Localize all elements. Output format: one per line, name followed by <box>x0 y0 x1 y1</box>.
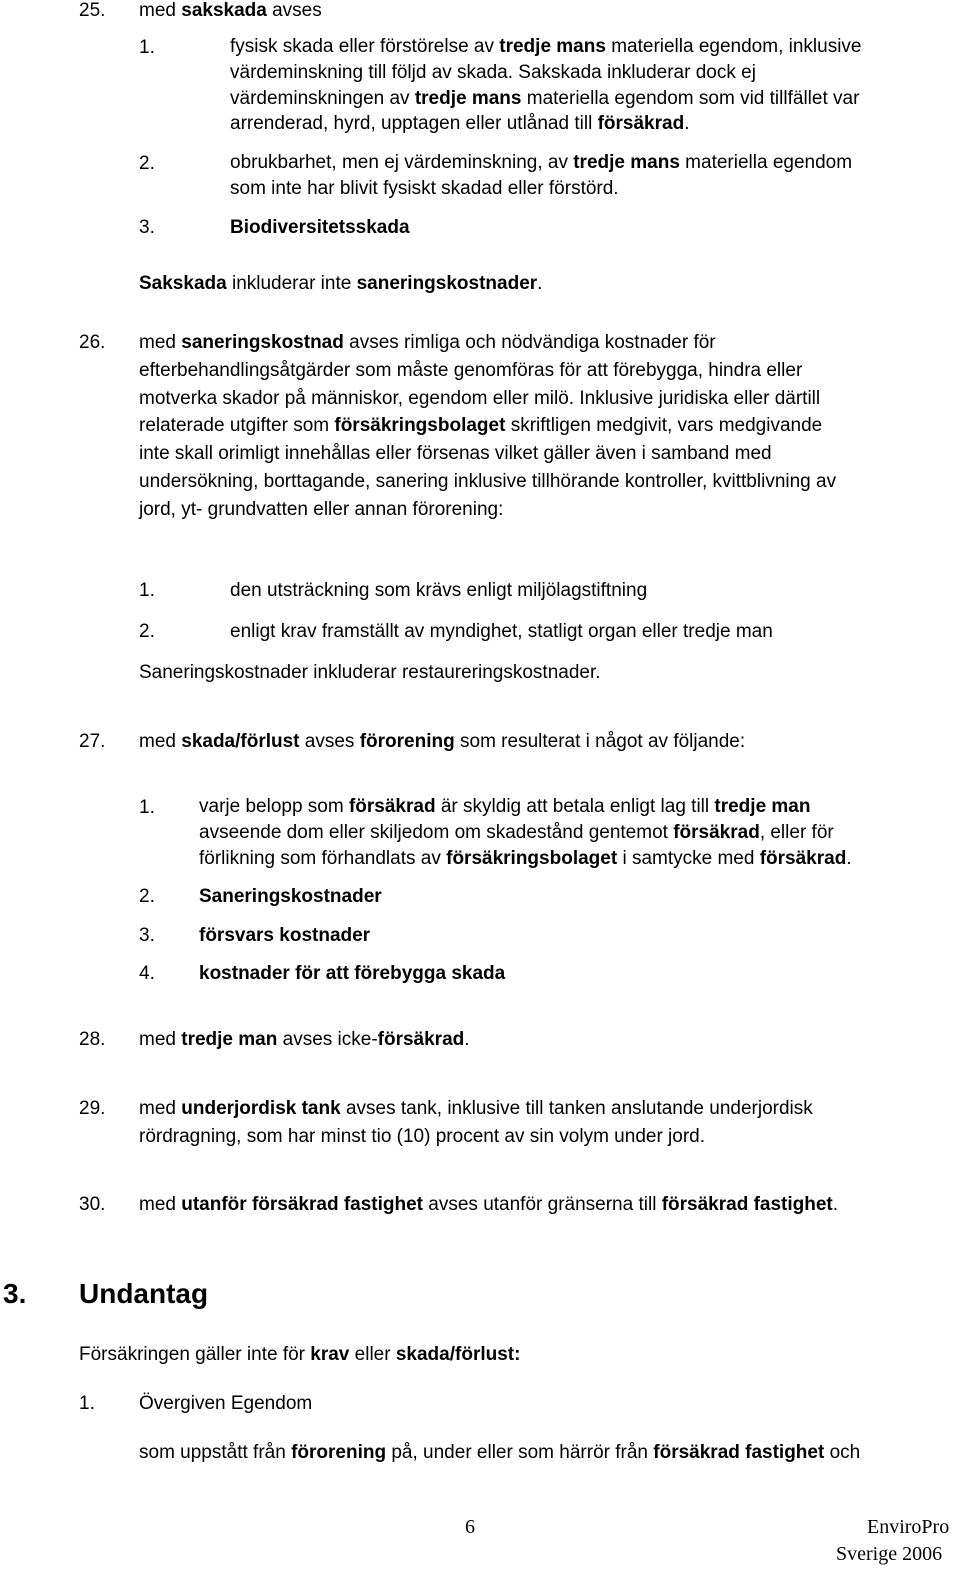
text-run: med <box>139 1098 182 1119</box>
list-item-text <box>199 963 505 985</box>
definition-text <box>139 1029 470 1051</box>
text-run: undersökning, borttagande, sanering inklusive tillhörande kontroller, kvittblivning av <box>139 470 837 492</box>
defined-term: förorening <box>291 1442 387 1463</box>
item-number: 29. <box>79 1098 106 1119</box>
page-number: 6 <box>465 1516 475 1538</box>
defined-term: försäkrad <box>759 847 847 869</box>
text-line <box>199 925 370 947</box>
text-line <box>139 329 836 357</box>
text-line <box>139 1123 813 1151</box>
text-run: avses tank, inklusive till tanken anslutande underjordisk <box>340 1098 813 1119</box>
text-run: skriftligen medgivit, vars medgivande <box>505 415 823 437</box>
text-line <box>230 217 410 239</box>
note-text <box>139 273 542 295</box>
text-run: inkluderar inte <box>226 273 357 294</box>
text-run: . <box>537 273 543 294</box>
defined-term: saneringskostnader <box>356 273 538 294</box>
definition-text <box>139 731 745 753</box>
text-run: , eller för <box>759 821 834 843</box>
defined-term: krav <box>310 1344 350 1365</box>
item-number: 26. <box>79 332 106 353</box>
text-run: materiella egendom <box>679 152 853 173</box>
chapter-number: 3. <box>3 1278 27 1309</box>
list-number: 2. <box>139 153 155 174</box>
text-run: obrukbarhet, men ej värdeminskning, av <box>230 152 574 173</box>
text-line <box>139 412 836 440</box>
defined-term: Sakskada <box>139 273 227 294</box>
text-line <box>139 468 836 496</box>
definition-text <box>139 1095 813 1151</box>
text-run: fysisk skada eller förstörelse av <box>230 36 500 57</box>
defined-term: Biodiversitetsskada <box>230 217 410 238</box>
text-run: med <box>139 332 182 353</box>
list-number: 3. <box>139 925 155 946</box>
defined-term: förorening <box>359 731 455 752</box>
defined-term: försäkrad <box>673 821 760 843</box>
text-run: med <box>139 1194 182 1215</box>
defined-term: försäkrad <box>377 1029 465 1050</box>
exclusion-title: Övergiven Egendom <box>139 1393 313 1414</box>
text-run: på, under eller som härrör från <box>386 1442 654 1463</box>
list-item-text <box>230 34 862 137</box>
text-run: avses utanför gränserna till <box>423 1194 662 1215</box>
text-run: är skyldig att betala enligt lag till <box>435 796 715 817</box>
defined-term: underjordisk tank <box>181 1098 341 1119</box>
list-item-text <box>199 925 370 947</box>
defined-term: tredje man <box>181 1029 278 1050</box>
text-line <box>139 1095 813 1123</box>
text-run: . <box>684 113 690 135</box>
list-item-text <box>230 217 410 239</box>
text-run: Försäkringen gäller inte för <box>79 1344 311 1365</box>
item-number: 27. <box>79 731 106 752</box>
defined-term: skada/förlust <box>181 731 300 752</box>
text-run: inte skall orimligt innehållas eller försenas vilket gäller även i samband med <box>139 443 772 465</box>
list-item-text <box>230 150 852 202</box>
defined-term: försäkrad fastighet <box>661 1194 833 1215</box>
text-run: som uppstått från <box>139 1442 292 1463</box>
text-run: jord, yt- grundvatten eller annan förorening: <box>139 498 504 520</box>
item-number: 28. <box>79 1029 106 1050</box>
text-run: med <box>139 0 182 21</box>
text-line <box>230 60 862 86</box>
text-line <box>199 963 505 985</box>
defined-term: saneringskostnad <box>181 332 344 353</box>
chapter-title: Undantag <box>79 1278 209 1309</box>
defined-term: tredje mans <box>573 152 680 173</box>
text-line <box>139 1029 470 1051</box>
text-run: materiella egendom, inklusive <box>605 36 862 57</box>
text-line <box>230 34 862 60</box>
text-run: avses <box>299 731 360 752</box>
text-line <box>199 886 382 908</box>
defined-term: kostnader för att förebygga skada <box>199 963 506 984</box>
text-run: värdeminskningen av <box>230 87 415 109</box>
text-run: avseende dom eller skiljedom om skadestånd gentemot <box>199 821 674 843</box>
text-run: i samtycke med <box>617 847 760 869</box>
footer-edition: Sverige 2006 <box>836 1543 943 1565</box>
text-line <box>139 496 836 524</box>
text-run: Saneringskostnader inkluderar restaureringskostnader. <box>139 662 601 683</box>
list-number: 1. <box>139 37 155 58</box>
defined-term: försvars kostnader <box>199 925 371 946</box>
text-run: förlikning som förhandlats av <box>199 847 447 869</box>
text-line <box>230 176 852 202</box>
definition-text <box>139 0 322 22</box>
item-number: 25. <box>79 0 106 21</box>
defined-term: utanför försäkrad fastighet <box>181 1194 424 1215</box>
defined-term: försäkrad fastighet <box>653 1442 825 1463</box>
defined-term: försäkringsbolaget <box>446 847 618 869</box>
defined-term: tredje man <box>714 796 811 817</box>
text-line <box>199 794 852 820</box>
text-run: varje belopp som <box>199 796 349 817</box>
text-run: med <box>139 1029 182 1050</box>
defined-term: tredje mans <box>414 87 522 109</box>
list-number: 2. <box>139 886 155 907</box>
text-line <box>230 86 862 112</box>
defined-term: försäkringsbolaget <box>334 415 506 437</box>
list-item-text <box>230 621 773 643</box>
text-run: materiella egendom som vid tillfället var <box>521 87 860 109</box>
defined-term: skada/förlust: <box>395 1344 521 1365</box>
intro-text <box>79 1344 520 1366</box>
text-run: och <box>824 1442 861 1463</box>
text-run: värdeminskning till följd av skada. Sakskada inkluderar dock ej <box>230 61 756 83</box>
text-run: arrenderad, hyrd, upptagen eller utlånad till <box>230 113 598 135</box>
defined-term: tredje mans <box>499 36 606 57</box>
definition-text <box>139 329 836 524</box>
list-number: 1. <box>139 797 155 818</box>
list-number: 1. <box>79 1393 95 1414</box>
defined-term: sakskada <box>181 0 267 21</box>
text-run: med <box>139 731 182 752</box>
text-line <box>199 820 852 846</box>
text-run: efterbehandlingsåtgärder som måste genomföras för att förebygga, hindra eller <box>139 359 803 381</box>
text-line <box>139 1194 838 1216</box>
text-run: som resulterat i något av följande: <box>454 731 746 752</box>
text-run: . <box>846 847 852 869</box>
text-run: . <box>832 1194 839 1215</box>
defined-term: försäkrad <box>597 113 685 135</box>
text-run: eller <box>349 1344 396 1365</box>
list-number: 4. <box>139 963 155 984</box>
text-line <box>230 150 852 176</box>
text-run: enligt krav framställt av myndighet, statligt organ eller tredje man <box>230 621 773 642</box>
text-run: . <box>464 1029 470 1050</box>
defined-term: försäkrad <box>348 796 436 817</box>
definition-text <box>139 1194 838 1216</box>
footer-brand: EnviroPro <box>867 1516 950 1538</box>
item-number: 30. <box>79 1194 106 1215</box>
text-line <box>139 357 836 385</box>
exclusion-text <box>139 1442 860 1464</box>
list-item-text <box>230 580 647 602</box>
defined-term: Saneringskostnader <box>199 886 382 907</box>
text-run: motverka skador på människor, egendom eller milö. Inklusive juridiska eller därtill <box>139 387 821 409</box>
text-line <box>139 385 836 413</box>
list-number: 3. <box>139 217 155 238</box>
text-line <box>230 111 862 137</box>
text-run: som inte har blivit fysiskt skadad eller förstörd. <box>230 177 619 199</box>
note-text <box>139 662 601 684</box>
text-run: avses rimliga och nödvändiga kostnader för <box>343 332 716 353</box>
text-run: avses icke- <box>277 1029 378 1050</box>
text-run: avses <box>266 0 322 21</box>
text-run: den utsträckning som krävs enligt miljölagstiftning <box>230 580 648 601</box>
list-item-text <box>199 794 852 871</box>
text-run: rördragning, som har minst tio (10) procent av sin volym under jord. <box>139 1125 706 1147</box>
text-line <box>199 846 852 872</box>
list-number: 2. <box>139 621 155 642</box>
text-line <box>139 440 836 468</box>
list-item-text <box>199 886 382 908</box>
list-number: 1. <box>139 580 155 601</box>
text-run: relaterade utgifter som <box>139 415 335 437</box>
